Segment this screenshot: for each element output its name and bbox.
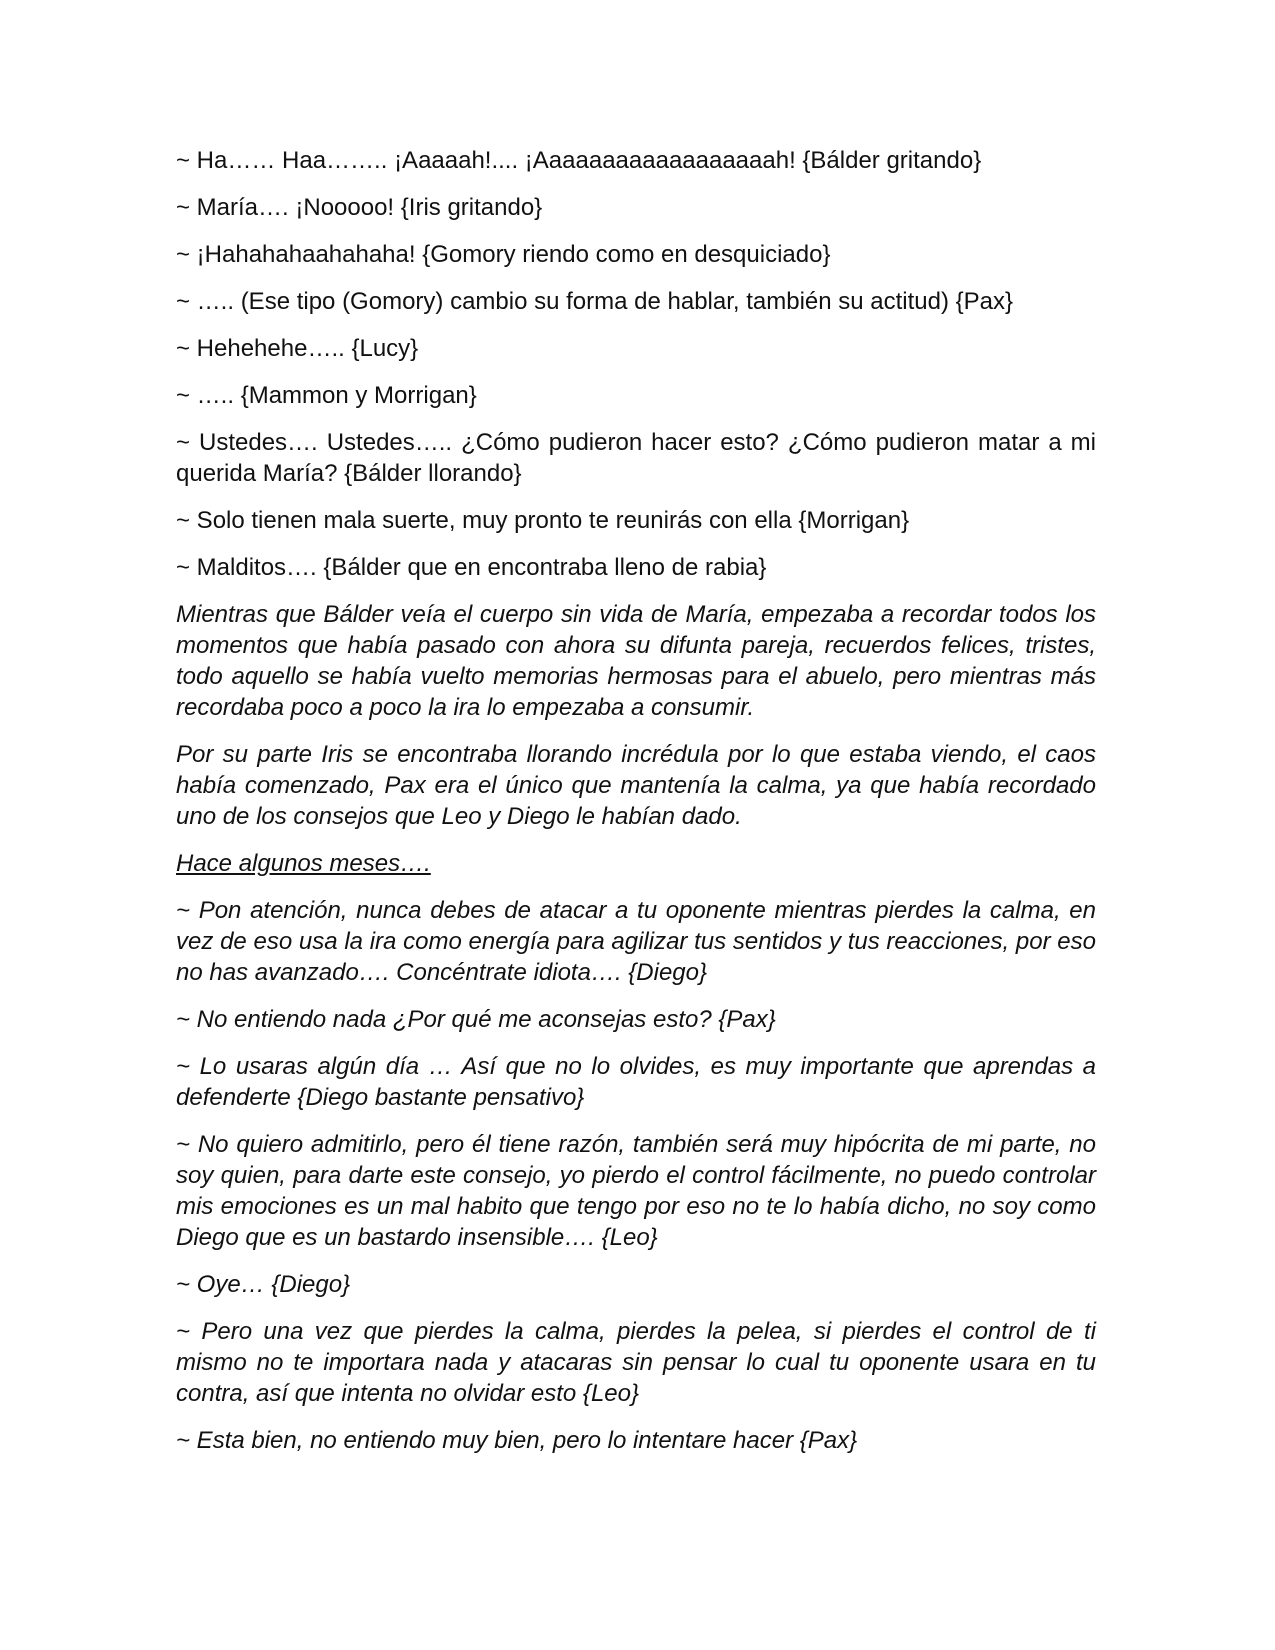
dialogue-line-lucy: ~ Hehehehe….. {Lucy} bbox=[176, 335, 419, 362]
narration-paragraph-balder: Mientras que Bálder veía el cuerpo sin vida de María, empezaba a recordar todos los momentos que había pasado con ahora su difunta pareja, recuerdos felices, tristes, todo aquello se había vuelto memorias hermosas para el abuelo, pero mientras más recordaba poco a poco la ira lo empezaba a consumir. bbox=[176, 601, 1096, 721]
dialogue-line-gomory-laugh: ~ ¡Hahahahaahahaha! {Gomory riendo como en desquiciado} bbox=[176, 241, 831, 268]
flashback-line-pax-agree: ~ Esta bien, no entiendo muy bien, pero lo intentare hacer {Pax} bbox=[176, 1427, 858, 1454]
dialogue-line-mammon-morrigan: ~ ….. {Mammon y Morrigan} bbox=[176, 382, 477, 409]
document-body bbox=[176, 145, 1096, 1472]
flashback-line-diego-advice: ~ Pon atención, nunca debes de atacar a tu oponente mientras pierdes la calma, en vez de eso usa la ira como energía para agilizar tus sentidos y tus reacciones, por eso no has avanzado…. Concéntrate idiota…. {Diego} bbox=[176, 897, 1096, 986]
flashback-line-pax-question: ~ No entiendo nada ¿Por qué me aconsejas esto? {Pax} bbox=[176, 1006, 776, 1033]
flashback-line-diego-oye: ~ Oye… {Diego} bbox=[176, 1271, 351, 1298]
dialogue-line-balder-scream: ~ Ha…… Haa…….. ¡Aaaaah!.... ¡Aaaaaaaaaaaaaaaaaah! {Bálder gritando} bbox=[176, 147, 982, 174]
flashback-line-leo-admit: ~ No quiero admitirlo, pero él tiene razón, también será muy hipócrita de mi parte, no soy quien, para darte este consejo, yo pierdo el control fácilmente, no puedo controlar mis emociones es un mal habito que tengo por eso no te lo había dicho, no soy como Diego que es un bastardo insensible…. {Leo} bbox=[176, 1131, 1096, 1251]
flashback-line-diego-pensive: ~ Lo usaras algún día … Así que no lo olvides, es muy importante que aprendas a defenderte {Diego bastante pensativo} bbox=[176, 1053, 1096, 1111]
flashback-heading: Hace algunos meses…. bbox=[176, 850, 431, 877]
narration-paragraph-iris-pax: Por su parte Iris se encontraba llorando incrédula por lo que estaba viendo, el caos había comenzado, Pax era el único que mantenía la calma, ya que había recordado uno de los consejos que Leo y Diego le habían dado. bbox=[176, 741, 1096, 830]
dialogue-line-balder-rage: ~ Malditos…. {Bálder que en encontraba lleno de rabia} bbox=[176, 554, 767, 581]
dialogue-line-balder-crying: ~ Ustedes…. Ustedes….. ¿Cómo pudieron hacer esto? ¿Cómo pudieron matar a mi querida María? {Bálder llorando} bbox=[176, 429, 1096, 487]
dialogue-line-pax-thought: ~ ….. (Ese tipo (Gomory) cambio su forma de hablar, también su actitud) {Pax} bbox=[176, 288, 1014, 315]
flashback-line-leo-warning: ~ Pero una vez que pierdes la calma, pierdes la pelea, si pierdes el control de ti mismo no te importara nada y atacaras sin pensar lo cual tu oponente usara en tu contra, así que intenta no olvidar esto {Leo} bbox=[176, 1318, 1096, 1407]
dialogue-line-morrigan: ~ Solo tienen mala suerte, muy pronto te reunirás con ella {Morrigan} bbox=[176, 507, 910, 534]
dialogue-line-iris-scream: ~ María…. ¡Nooooo! {Iris gritando} bbox=[176, 194, 543, 221]
